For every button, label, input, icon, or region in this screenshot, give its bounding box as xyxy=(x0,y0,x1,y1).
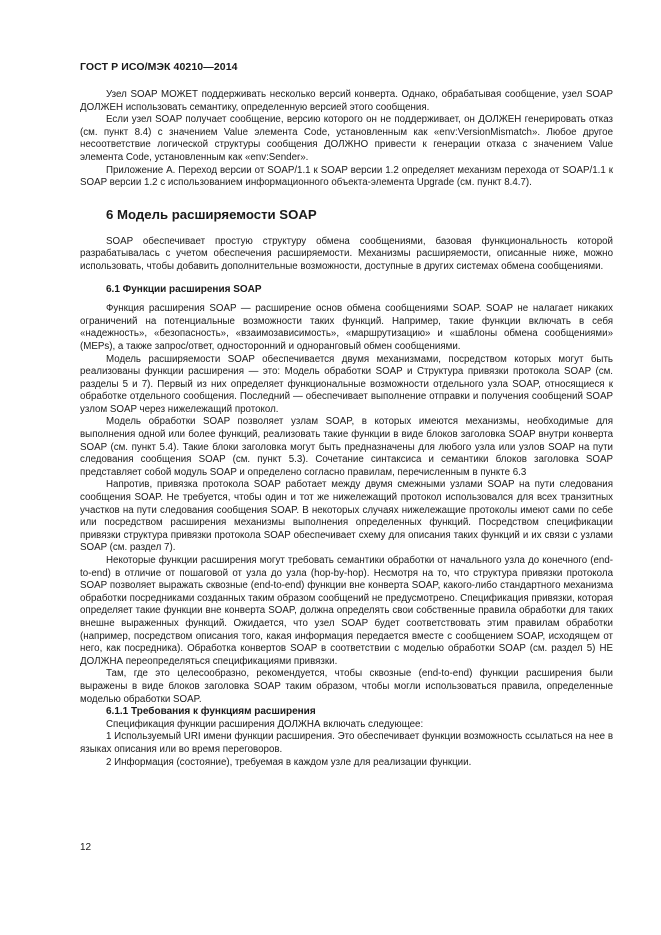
paragraph: Напротив, привязка протокола SOAP работает между двумя смежными узлами SOAP на пути следования сообщения SOAP. Не требуется, чтобы один и тот же нижележащий протокол использовался для всех транзитных участков на пути следования сообщения SOAP. В некоторых случаях нижележащие протоколы имеют сами по себе или посредством расширения механизмы выполнения определенных функций. Посредством спецификации привязки структура привязки протокола SOAP обеспечивает схему для описания таких функций и их связи с узлами SOAP (см. раздел 7). xyxy=(80,479,613,554)
paragraph: Там, где это целесообразно, рекомендуется, чтобы сквозные (end-to-end) функции расширения были выражены в виде блоков заголовка SOAP таким образом, чтобы могли использоваться правила, определенные моделью обработки SOAP. xyxy=(80,668,613,705)
list-item: 1 Используемый URI имени функции расширения. Это обеспечивает функции возможность ссылаться на нее в языках описания или во время переговоров. xyxy=(80,731,613,755)
paragraph: Приложение А. Переход версии от SOAP/1.1 к SOAP версии 1.2 определяет механизм перехода от SOAP/1.1 к SOAP версии 1.2 с использованием информационного объекта-элемента Upgrade (см. пункт 8.4.7). xyxy=(80,164,613,189)
paragraph: Узел SOAP МОЖЕТ поддерживать несколько версий конверта. Однако, обрабатывая сообщение, узел SOAP ДОЛЖЕН использовать семантику, определенную версией этого сообщения. xyxy=(80,89,613,113)
paragraph: Модель обработки SOAP позволяет узлам SOAP, в которых имеются механизмы, необходимые для выполнения одной или более функций, реализовать такие функции в виде блоков заголовка SOAP внутри конверта SOAP (см. пункт 5.4). Такие блоки заголовка могут быть предназначены для любого узла или узлов SOAP на пути следования сообщения SOAP (см. пункт 5.3). Сочетание синтаксиса и семантики блоков заголовка SOAP представляет собой модуль SOAP и определено согласно правилам, перечисленным в пункте 6.3 xyxy=(80,416,613,478)
paragraph: Модель расширяемости SOAP обеспечивается двумя механизмами, посредством которых могут быть реализованы функции расширения — это: Модель обработки SOAP и Структура привязки протокола SOAP (см. разделы 5 и 7). Первый из них определяет функциональные возможности отдельного узла SOAP, относящиеся к обработке отдельного сообщения. Последний — обеспечивает выполнение отправки и получения сообщений SOAP узлом SOAP через нижележащий протокол. xyxy=(80,353,613,415)
page-header: ГОСТ Р ИСО/МЭК 40210—2014 xyxy=(80,61,238,73)
page-body xyxy=(80,89,613,769)
subsubsection-heading: 6.1.1 Требования к функциям расширения xyxy=(106,706,316,718)
paragraph: Некоторые функции расширения могут требовать семантики обработки от начального узла до конечного (end-to-end) в отличие от пошаговой от узла до узла (hop-by-hop). Несмотря на то, что структура привязки протокола SOAP позволяет выражать сквозные (end-to-end) функции вне конверта SOAP, какого-либо стандартного механизма обработки посредниками созданных таким образом сообщений не предусмотрено. Спецификация привязки, которая определяет такие функции вне конверта SOAP, должна определять свои собственные правила обработки для таких внешне выраженных функций. Ожидается, что узел SOAP будет соответствовать этим правилам обработки (например, посредством описания того, какая информация передается вместе с сообщением SOAP, исходящем от него, как посредника). Обработка конвертов SOAP в соответствии с моделью обработки SOAP (см. раздел 5) НЕ ДОЛЖНА переопределяться спецификациями привязки. xyxy=(80,555,613,667)
paragraph: SOAP обеспечивает простую структуру обмена сообщениями, базовая функциональность которой разрабатывалась с учетом обеспечения расширяемости. Механизмы расширяемости, описанные ниже, можно использовать, чтобы добавить дополнительные возможности, доступные в других системах обмена сообщениями. xyxy=(80,235,613,272)
section-heading: 6 Модель расширяемости SOAP xyxy=(106,206,317,222)
subsection-heading: 6.1 Функции расширения SOAP xyxy=(106,283,262,295)
paragraph: Спецификация функции расширения ДОЛЖНА включать следующее: xyxy=(106,718,424,730)
page-number: 12 xyxy=(80,842,92,853)
list-item: 2 Информация (состояние), требуемая в каждом узле для реализации функции. xyxy=(106,756,472,768)
paragraph: Если узел SOAP получает сообщение, версию которого он не поддерживает, он ДОЛЖЕН генерировать отказ (см. пункт 8.4) с значением Value элемента Code, установленным как «env:VersionMismatch». Любое другое несоответствие логической структуры сообщения ДОЛЖНО привести к генерации отказа с значением Value элемента Code, установленным как «env:Sender». xyxy=(80,114,613,163)
paragraph: Функция расширения SOAP — расширение основ обмена сообщениями SOAP. SOAP не налагает никаких ограничений на потенциальные возможности таких функций. Например, такие функции включать в себя «надежность», «безопасность», «взаимозависимость», «маршрутизацию» и «шаблоны обмена сообщениями» (MEPs), а также запрос/ответ, односторонний и одноранговый обмен сообщениями. xyxy=(80,303,613,352)
